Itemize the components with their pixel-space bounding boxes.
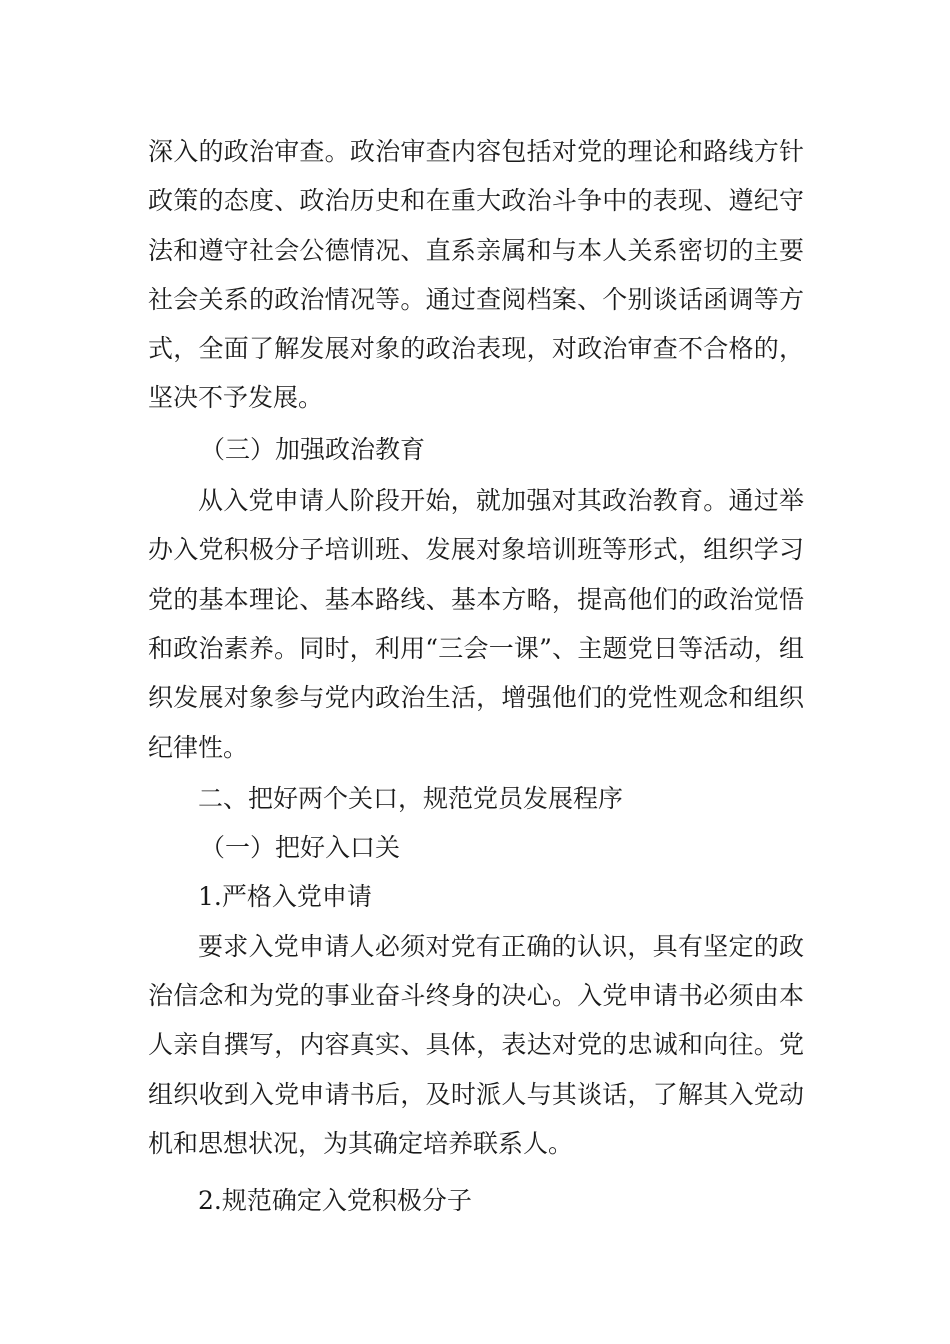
- item-strict-application: 1.严格入党申请: [198, 882, 372, 912]
- document-body: [148, 127, 804, 1226]
- body-paragraph-continued: 深入的政治审查。政治审查内容包括对党的理论和路线方针政策的态度、政治历史和在重大政治斗争中的表现、遵纪守法和遵守社会公德情况、直系亲属和与本人关系密切的主要社会关系的政治情况等。通过查阅档案、个别谈话函调等方式，全面了解发展对象的政治表现，对政治审查不合格的，坚决不予发展。: [148, 137, 804, 413]
- section-heading-two: 二、把好两个关口，规范党员发展程序: [198, 783, 624, 813]
- item-activist-standard: 2.规范确定入党积极分子: [198, 1186, 472, 1216]
- body-paragraph-application: 要求入党申请人必须对党有正确的认识，具有坚定的政治信念和为党的事业奋斗终身的决心。入党申请书必须由本人亲自撰写，内容真实、具体，表达对党的忠诚和向往。党组织收到入党申请书后，及时派人与其谈话，了解其入党动机和思想状况，为其确定培养联系人。: [148, 931, 804, 1158]
- subheading-entry-gate: （一）把好入口关: [200, 833, 401, 863]
- body-paragraph-education: 从入党申请人阶段开始，就加强对其政治教育。通过举办入党积极分子培训班、发展对象培训班等形式，组织学习党的基本理论、基本路线、基本方略，提高他们的政治觉悟和政治素养。同时，利用“三会一课”、主题党日等活动，组织发展对象参与党内政治生活，增强他们的党性观念和组织纪律性。: [148, 486, 804, 762]
- subheading-strengthen-education: （三）加强政治教育: [200, 434, 426, 464]
